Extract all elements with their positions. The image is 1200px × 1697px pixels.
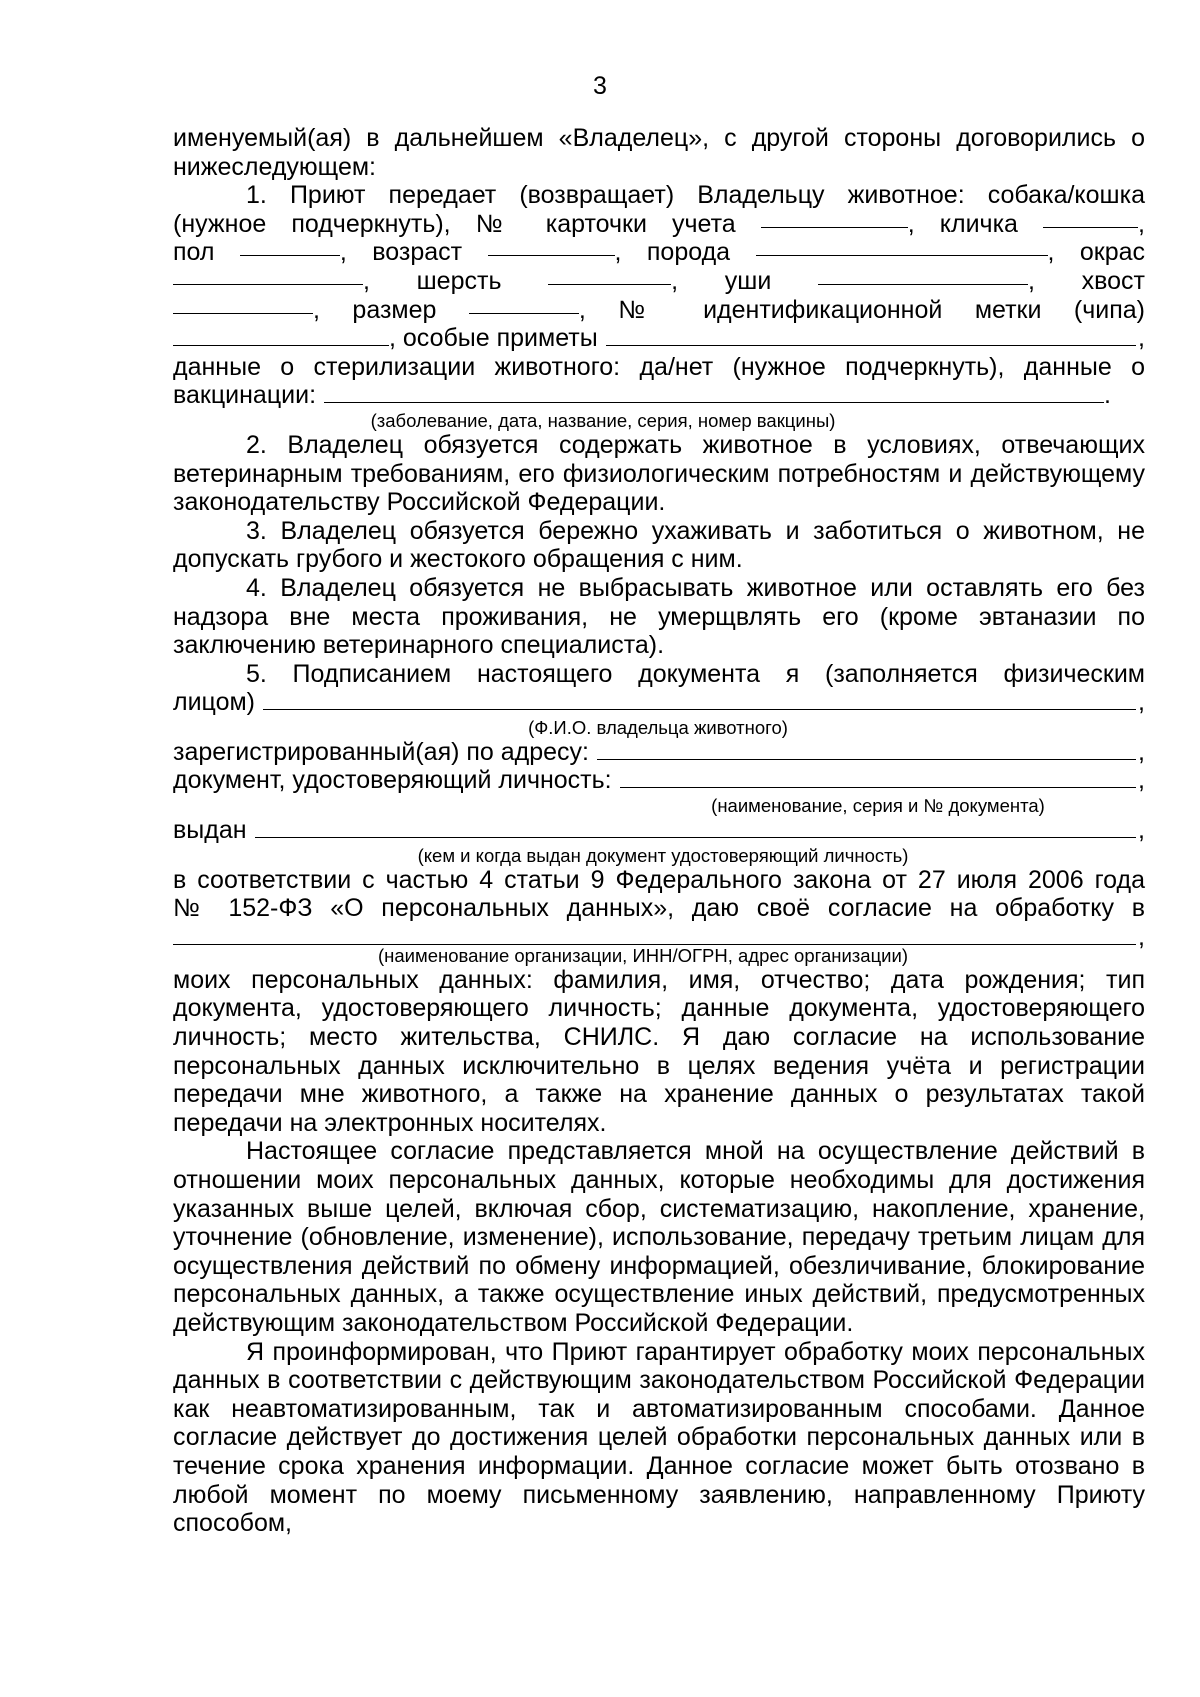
clause-5-line-1: 5. Подписанием настоящего документа я (заполняется физическим — [246, 659, 1145, 688]
issued-line: выдан , — [173, 816, 1145, 845]
owner-name-field[interactable] — [263, 709, 1136, 710]
paragraph-informed: Я проинформирован, что Приют гарантирует обработку моих персональных данных в соответствии с действующим законодательством Российской Федерации как неавтоматизированным, так и автоматизированным способами. Данное согласие действует до достижения целей обработки персональных данных или в течение срока хранения информации. Данное согласие может быть отозвано в любой момент по моему письменному заявлению, направленному Приюту способом, — [173, 1337, 1145, 1538]
organization-line: , — [173, 923, 1145, 945]
clause-3: 3. Владелец обязуется бережно ухаживать и заботиться о животном, не допускать грубого и жестокого обращения с ним. — [173, 516, 1145, 574]
sex-field[interactable] — [240, 255, 340, 256]
vaccination-field[interactable] — [324, 402, 1104, 403]
clause-1-line-1: 1. Приют передает (возвращает) Владельцу животное: собака/кошка — [246, 181, 1145, 210]
clause-4: 4. Владелец обязуется не выбрасывать животное или оставлять его без надзора вне места проживания, не умерщвлять его (кроме эвтаназии по заключению ветеринарного специалиста). — [173, 573, 1145, 660]
paragraph-owner-intro: именуемый(ая) в дальнейшем «Владелец», с другой стороны договорились о — [173, 124, 1145, 152]
breed-field[interactable] — [756, 255, 1048, 256]
paragraph-consent-scope: Настоящее согласие представляется мной на осуществление действий в отношении моих персональных данных, которые необходимы для достижения указанных выше целей, включая сбор, систематизацию, накопление, хранение, уточнение (обновление, изменение), использование, передачу третьим лицам для осуществления действий по обмену информацией, обезличивание, блокирование персональных данных, а также осуществление иных действий, предусмотренных действующим законодательством Российской Федерации. — [173, 1137, 1145, 1337]
clause-1-line-5: , размер , № идентификационной метки (чипа) — [173, 296, 1145, 325]
fur-field[interactable] — [548, 284, 671, 285]
age-field[interactable] — [488, 255, 615, 256]
address-line: зарегистрированный(ая) по адресу: , — [173, 737, 1145, 766]
card-number-field[interactable] — [761, 227, 908, 228]
clause-1-line-7: данные о стерилизации животного: да/нет (нужное подчеркнуть), данные о — [173, 352, 1145, 381]
id-document-field[interactable] — [620, 787, 1136, 788]
address-field[interactable] — [597, 759, 1136, 760]
caption-vaccination: (заболевание, дата, название, серия, номер вакцины) — [370, 409, 836, 431]
pet-name-field[interactable] — [1043, 227, 1138, 228]
chip-number-field[interactable] — [173, 345, 389, 346]
law-reference-line-2: № 152-ФЗ «О персональных данных», даю своё согласие на обработку в — [173, 894, 1145, 923]
clause-2: 2. Владелец обязуется содержать животное в условиях, отвечающих ветеринарным требованиям, его физиологическим потребностям и действующему законодательству Российской Федерации. — [173, 430, 1145, 517]
page-number: 3 — [593, 72, 607, 100]
id-document-line: документ, удостоверяющий личность: , — [173, 766, 1145, 795]
special-marks-field[interactable] — [606, 345, 1136, 346]
caption-id-document: (наименование, серия и № документа) — [711, 795, 1045, 817]
color-field[interactable] — [173, 284, 363, 285]
law-reference-line-1: в соответствии с частью 4 статьи 9 Федерального закона от 27 июля 2006 года — [173, 865, 1145, 894]
clause-1-line-8: вакцинации: . — [173, 381, 1111, 410]
clause-5-line-2: лицом) , — [173, 688, 1145, 717]
document-body — [173, 124, 1145, 1538]
ears-field[interactable] — [818, 284, 1028, 285]
clause-1-line-6: , особые приметы , — [173, 324, 1145, 353]
paragraph-personal-data: моих персональных данных: фамилия, имя, отчество; дата рождения; тип документа, удостоверяющего личность; данные документа, удостоверяющего личность; место жительства, СНИЛС. Я даю согласие на использование персональных данных исключительно в целях ведения учёта и регистрации передачи мне животного, а также на хранение данных о результатах такой передачи на электронных носителях. — [173, 965, 1145, 1137]
caption-organization: (наименование организации, ИНН/ОГРН, адрес организации) — [377, 944, 909, 966]
caption-owner-name: (Ф.И.О. владельца животного) — [528, 716, 788, 738]
size-field[interactable] — [469, 313, 579, 314]
tail-field[interactable] — [173, 313, 313, 314]
clause-1-line-2: (нужное подчеркнуть), № карточки учета , кличка , — [173, 209, 1145, 238]
clause-1-line-4: , шерсть , уши , хвост — [173, 267, 1145, 296]
issued-by-field[interactable] — [255, 837, 1136, 838]
caption-issued-by: (кем и когда выдан документ удостоверяющий личность) — [417, 844, 909, 866]
paragraph-owner-intro-end: нижеследующем: — [173, 152, 377, 181]
clause-1-line-3: пол , возраст , порода , окрас — [173, 238, 1146, 267]
